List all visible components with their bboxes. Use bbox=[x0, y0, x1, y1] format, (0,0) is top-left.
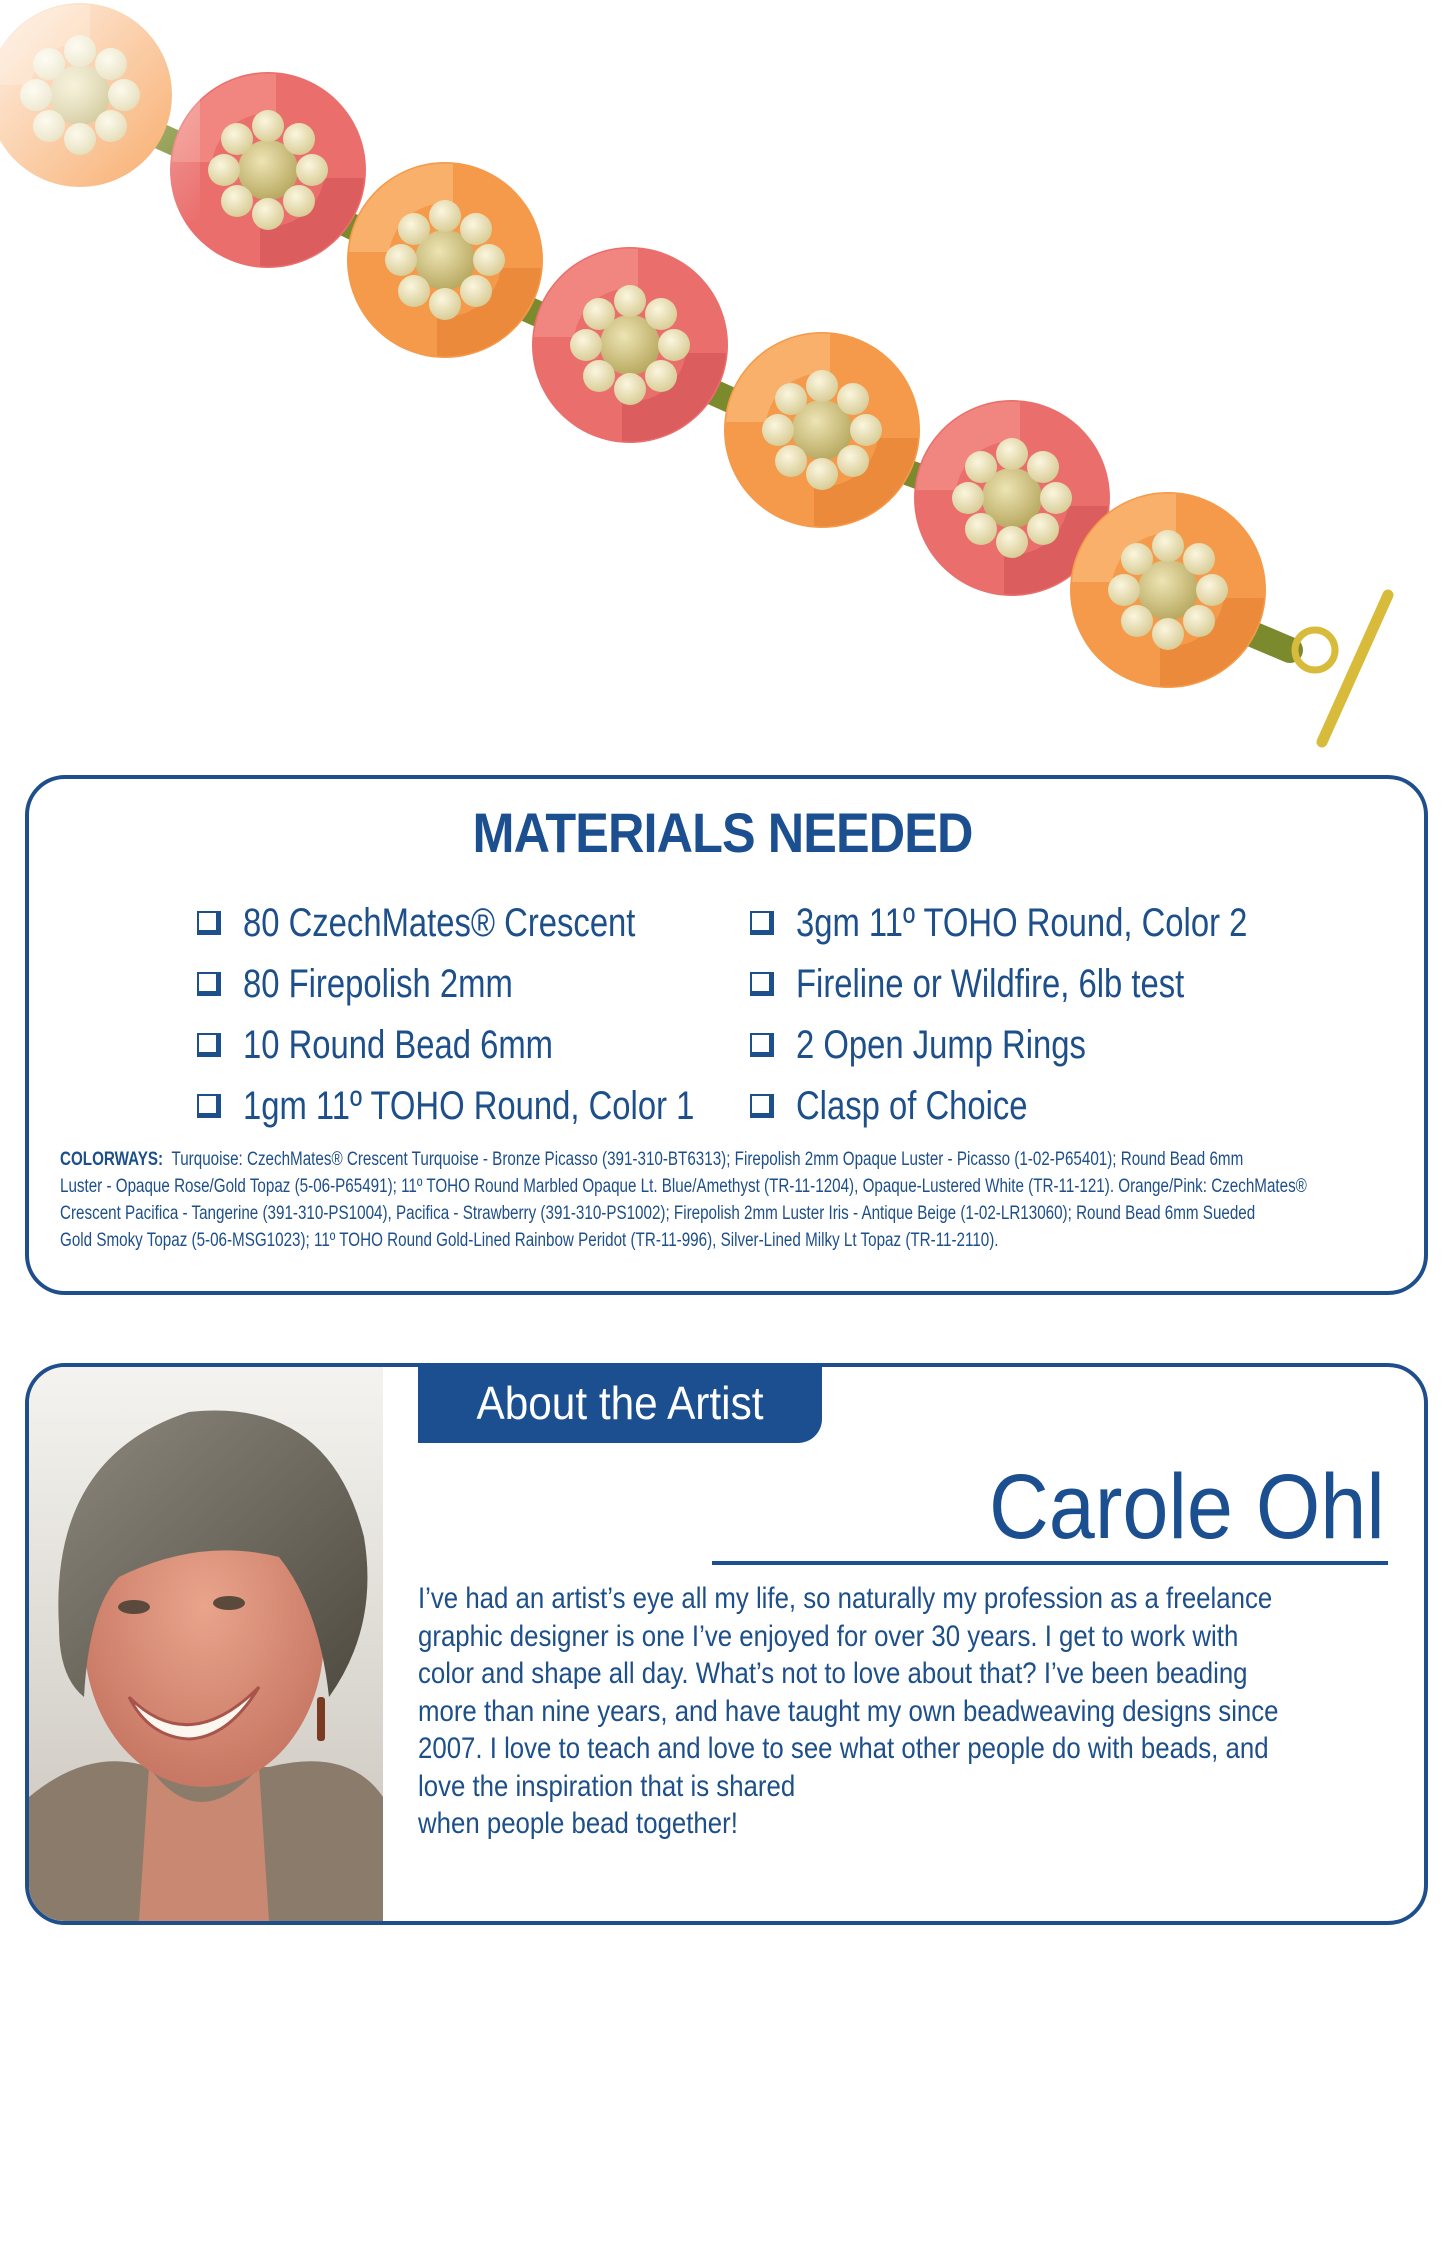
bio-line: I’ve had an artist’s eye all my life, so naturally my profession as a freelance bbox=[418, 1582, 1273, 1615]
checkbox-icon[interactable] bbox=[750, 911, 774, 935]
checkbox-icon[interactable] bbox=[750, 972, 774, 996]
name-divider bbox=[712, 1561, 1388, 1565]
colorways-line: COLORWAYS: Turquoise: CzechMates® Crescent Turquoise - Bronze Picasso (391-310-BT6313); Firepolish 2mm Opaque Luster - Picasso (1-02-P65401); Round Bead 6mm bbox=[60, 1149, 1244, 1170]
checkbox-icon[interactable] bbox=[197, 972, 221, 996]
checkbox-icon[interactable] bbox=[750, 1033, 774, 1057]
material-item[interactable]: 10 Round Bead 6mm bbox=[197, 1020, 621, 1070]
bio-line: more than nine years, and have taught my own beadweaving designs since bbox=[418, 1694, 1279, 1728]
material-item[interactable]: 2 Open Jump Rings bbox=[750, 1020, 1150, 1070]
material-item[interactable]: 80 CzechMates® Crescent bbox=[197, 898, 722, 948]
material-item[interactable]: 1gm 11º TOHO Round, Color 1 bbox=[197, 1081, 793, 1131]
bio-line: when people bead together! bbox=[418, 1807, 738, 1840]
bio-line: 2007. I love to teach and love to see what other people do with beads, and bbox=[418, 1732, 1269, 1765]
bio-line: love the inspiration that is shared bbox=[418, 1769, 796, 1803]
bio-line: graphic designer is one I’ve enjoyed for over 30 years. I get to work with bbox=[418, 1619, 1239, 1653]
bracelet-photo bbox=[0, 0, 1445, 760]
checkbox-icon[interactable] bbox=[197, 1094, 221, 1118]
about-the-artist-tab: About the Artist bbox=[418, 1363, 822, 1443]
toggle-clasp-icon bbox=[1295, 595, 1388, 742]
colorways-label: COLORWAYS: bbox=[60, 1149, 164, 1170]
checkbox-icon[interactable] bbox=[197, 1033, 221, 1057]
bio-line: color and shape all day. What’s not to love about that? I’ve been beading bbox=[418, 1657, 1248, 1690]
colorways-line: Gold Smoky Topaz (5-06-MSG1023); 11º TOHO Round Gold-Lined Rainbow Peridot (TR-11-996), Silver-Lined Milky Lt Topaz (TR-11-2110). bbox=[60, 1230, 999, 1251]
colorways-line: Crescent Pacifica - Tangerine (391-310-PS1004), Pacifica - Strawberry (391-310-PS1002); Firepolish 2mm Luster Iris - Antique Beige (1-02-LR13060); Round Bead 6mm Sueded bbox=[60, 1203, 1256, 1224]
artist-portrait bbox=[29, 1367, 383, 1921]
artist-name: Carole Ohl bbox=[989, 1456, 1385, 1558]
material-item[interactable]: Fireline or Wildfire, 6lb test bbox=[750, 959, 1269, 1009]
material-item[interactable]: 3gm 11º TOHO Round, Color 2 bbox=[750, 898, 1346, 948]
material-item[interactable]: Clasp of Choice bbox=[750, 1081, 1078, 1131]
checkbox-icon[interactable] bbox=[197, 911, 221, 935]
colorways-text bbox=[60, 1146, 1400, 1254]
artist-bio bbox=[418, 1580, 1398, 1843]
colorways-line: Luster - Opaque Rose/Gold Topaz (5-06-P65491); 11º TOHO Round Marbled Opaque Lt. Blue/Amethyst (TR-11-1204), Opaque-Lustered White (TR-11-121). Orange/Pink: CzechMates® bbox=[60, 1176, 1307, 1197]
material-item[interactable]: 80 Firepolish 2mm bbox=[197, 959, 572, 1009]
checkbox-icon[interactable] bbox=[750, 1094, 774, 1118]
materials-title: MATERIALS NEEDED bbox=[472, 801, 973, 864]
